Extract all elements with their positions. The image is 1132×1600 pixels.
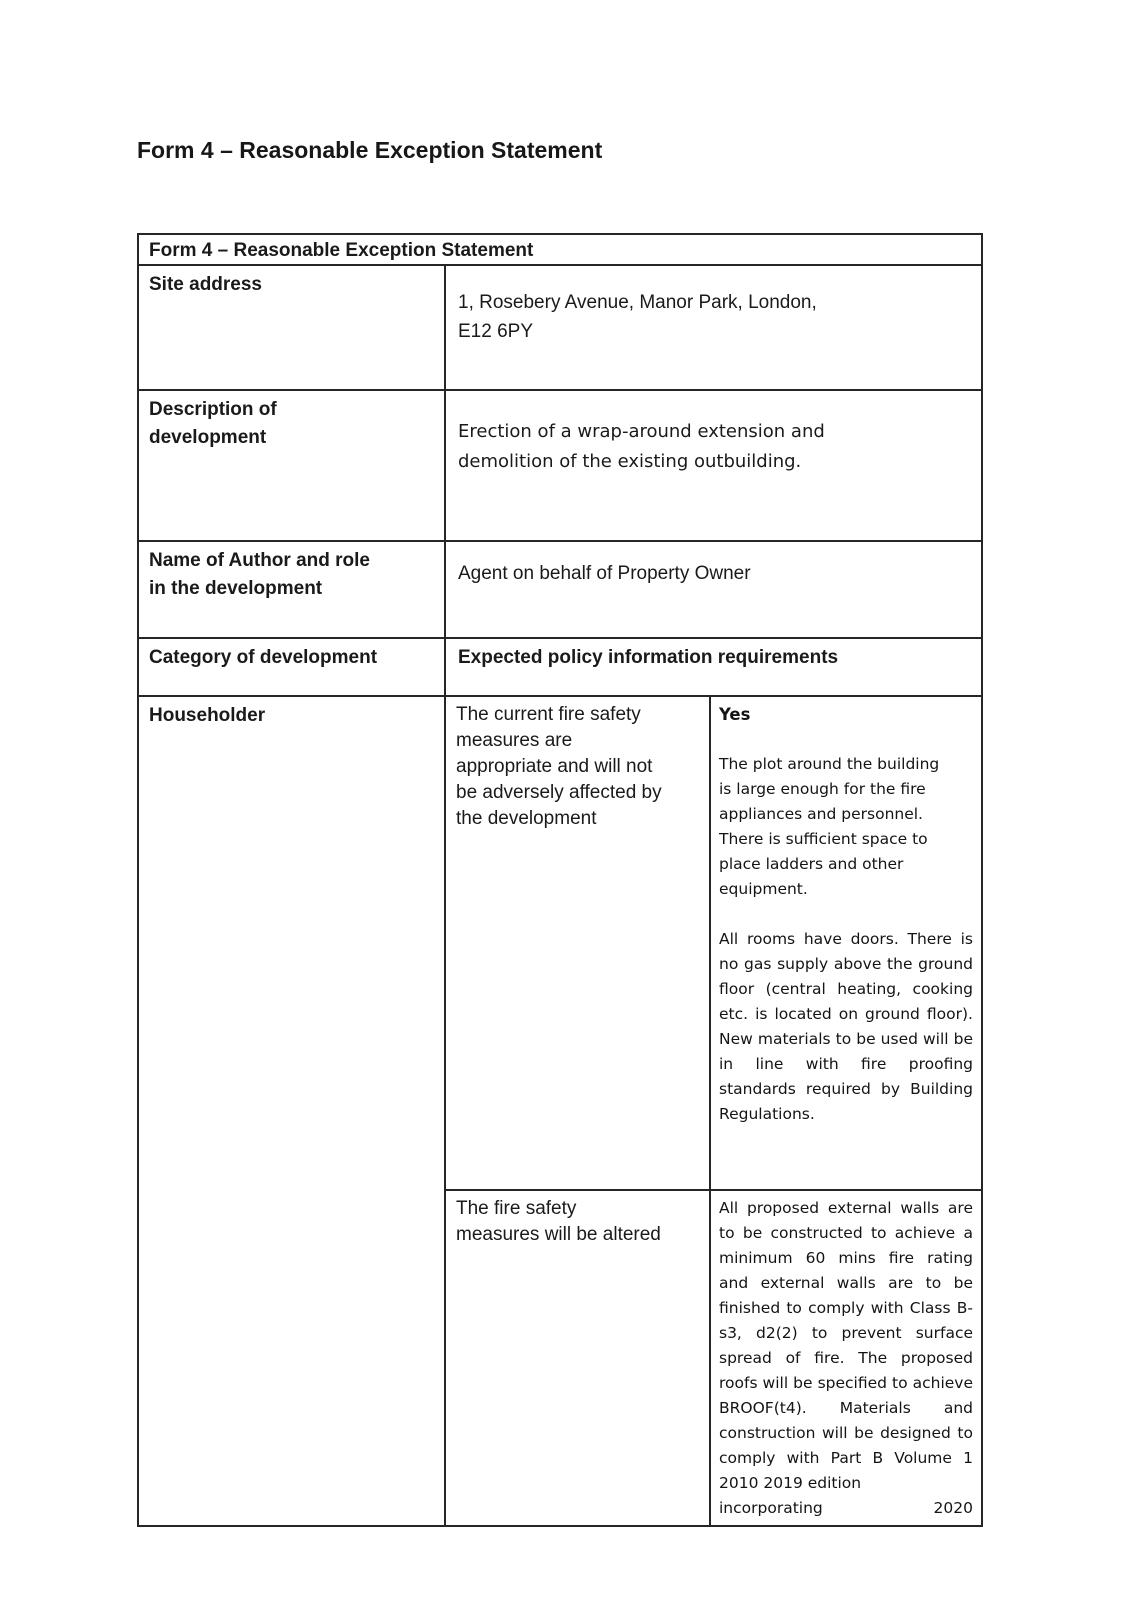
requirement-current-measures: The current fire safety measures are appropriate and will not be adversely affected by the development <box>445 696 710 1190</box>
category-value: Expected policy information requirements <box>445 638 982 696</box>
description-label: Description of development <box>138 390 445 541</box>
answer-continuation-line <box>719 1496 973 1521</box>
answer-continuation-left: incorporating <box>719 1499 823 1517</box>
author-value: Agent on behalf of Property Owner <box>445 541 982 638</box>
site-address-value: 1, Rosebery Avenue, Manor Park, London, E12 6PY <box>445 265 982 390</box>
answer-continuation-right: 2020 <box>933 1499 973 1517</box>
form-table <box>137 233 983 1527</box>
description-row <box>138 390 982 541</box>
householder-row-1 <box>138 696 982 1190</box>
answer-yes-heading: Yes <box>719 705 751 724</box>
description-value: Erection of a wrap-around extension and demolition of the existing outbuilding. <box>445 390 982 541</box>
site-address-label: Site address <box>138 265 445 390</box>
answer-current-measures <box>710 696 982 1190</box>
answer-measures-altered <box>710 1190 982 1526</box>
table-header: Form 4 – Reasonable Exception Statement <box>138 234 982 265</box>
requirement-measures-altered: The fire safety measures will be altered <box>445 1190 710 1526</box>
category-row <box>138 638 982 696</box>
author-label: Name of Author and role in the development <box>138 541 445 638</box>
category-label: Category of development <box>138 638 445 696</box>
householder-label: Householder <box>138 696 445 1526</box>
site-address-row <box>138 265 982 390</box>
answer-paragraph-walls: All proposed external walls are to be constructed to achieve a minimum 60 mins fire rating and external walls are to be finished to comply with Class B-s3, d2(2) to prevent surface spread of fire. The proposed roofs will be specified to achieve BROOF(t4). Materials and construction will be designed to comply with Part B Volume 1 2010 2019 edition <box>719 1199 973 1492</box>
table-header-row <box>138 234 982 265</box>
page-title: Form 4 – Reasonable Exception Statement <box>137 137 603 163</box>
answer-paragraph-plot: The plot around the building is large enough for the fire appliances and personnel. There is sufficient space to place ladders and other equipment. <box>719 755 940 898</box>
author-row <box>138 541 982 638</box>
answer-paragraph-rooms: All rooms have doors. There is no gas supply above the ground floor (central heating, cooking etc. is located on ground floor). New materials to be used will be in line with fire proofing standards required by Building Regulations. <box>719 930 973 1123</box>
